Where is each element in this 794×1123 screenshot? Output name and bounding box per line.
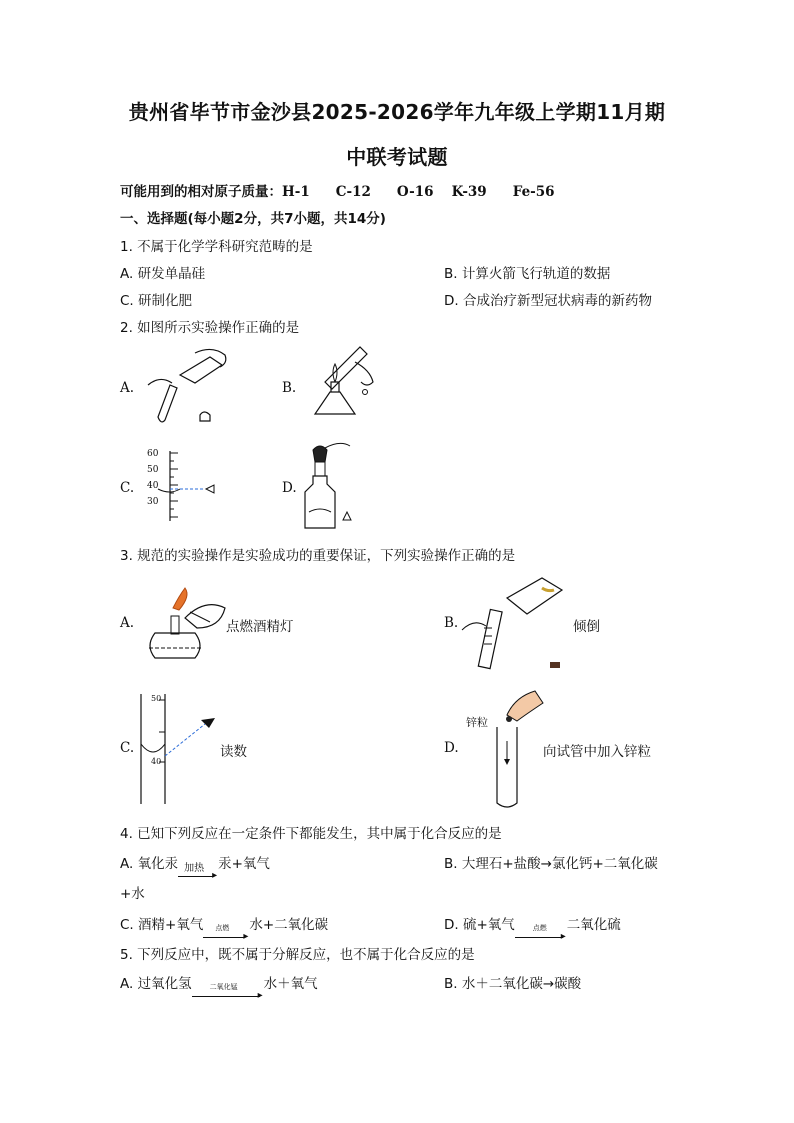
q3-option-a-label: A. bbox=[120, 615, 135, 631]
q2-tick-30: 30 bbox=[147, 497, 159, 507]
q5-stem: 5. 下列反应中，既不属于分解反应，也不属于化合反应的是 bbox=[120, 947, 475, 963]
q3-tick-40: 40 bbox=[151, 757, 162, 766]
q3-option-c-label: C. bbox=[120, 740, 135, 756]
q5-a-products: 水＋氧气 bbox=[263, 976, 318, 992]
q4-a-reactants: A. 氧化汞 bbox=[120, 856, 179, 872]
atomic-mass-line bbox=[120, 180, 555, 200]
atomic-mass-h: H-1 bbox=[282, 184, 310, 200]
q5-a-condition: 二氧化锰 bbox=[209, 983, 238, 991]
q4-c-reactants: C. 酒精+氧气 bbox=[120, 917, 204, 933]
atomic-mass-o: O-16 bbox=[396, 184, 434, 200]
q3-option-d-label: D. bbox=[444, 740, 459, 756]
q5-option-a: A. 过氧化氢 二氧化锰 ▸ 水＋氧气 bbox=[120, 976, 318, 1001]
q4-a-condition: 加热 bbox=[184, 863, 205, 874]
q4-stem: 4. 已知下列反应在一定条件下都能发生，其中属于化合反应的是 bbox=[120, 826, 502, 842]
q2-tick-60: 60 bbox=[147, 449, 159, 459]
atomic-mass-fe: Fe-56 bbox=[512, 184, 555, 200]
q4-d-reactants: D. 硫+氧气 bbox=[444, 917, 515, 933]
q1-option-b: B. 计算火箭飞行轨道的数据 bbox=[444, 266, 611, 282]
q3-option-d-caption: 向试管中加入锌粒 bbox=[543, 744, 651, 760]
q1-option-a: A. 研发单晶硅 bbox=[120, 266, 206, 282]
q4-d-condition: 点燃 bbox=[532, 924, 547, 932]
title-line-1: 贵州省毕节市金沙县2025-2026学年九年级上学期11月期 bbox=[128, 100, 666, 124]
q2-option-c-label: C. bbox=[120, 480, 135, 496]
q4-option-b: B. 大理石+盐酸→氯化钙+二氧化碳 bbox=[444, 856, 658, 872]
q3-figure-a bbox=[135, 578, 230, 668]
atomic-mass-c: C-12 bbox=[335, 184, 371, 200]
q4-c-condition: 点燃 bbox=[215, 924, 230, 932]
q3-zinc-label: 锌粒 bbox=[466, 716, 488, 729]
q3-figure-c bbox=[135, 692, 225, 807]
q4-option-d: D. 硫+氧气 点燃 ▸ 二氧化硫 bbox=[444, 917, 621, 942]
q4-d-products: 二氧化硫 bbox=[566, 917, 621, 933]
q2-figure-b bbox=[295, 342, 395, 432]
q2-figure-d bbox=[295, 440, 385, 535]
q2-scale-ticks bbox=[147, 446, 158, 510]
q2-tick-40: 40 bbox=[147, 481, 159, 491]
q2-figure-a bbox=[140, 345, 240, 430]
q2-option-b-label: B. bbox=[282, 380, 297, 396]
atomic-mass-k: K-39 bbox=[451, 184, 487, 200]
section-heading: 一、选择题(每小题2分，共7小题，共14分) bbox=[120, 211, 386, 227]
q1-option-c: C. 研制化肥 bbox=[120, 293, 193, 309]
q3-option-b-caption: 倾倒 bbox=[573, 619, 600, 635]
q3-option-b-label: B. bbox=[444, 615, 459, 631]
q2-tick-50: 50 bbox=[147, 465, 159, 475]
q5-a-reactants: A. 过氧化氢 bbox=[120, 976, 192, 992]
q4-a-products: 汞+氧气 bbox=[218, 856, 270, 872]
q1-option-d: D. 合成治疗新型冠状病毒的新药物 bbox=[444, 293, 652, 309]
q4-option-b-continued: +水 bbox=[120, 886, 145, 902]
q5-option-b: B. 水＋二氧化碳→碳酸 bbox=[444, 976, 582, 992]
q3-option-c-caption: 读数 bbox=[220, 744, 247, 760]
q3-option-a-caption: 点燃酒精灯 bbox=[226, 619, 294, 635]
q3-stem: 3. 规范的实验操作是实验成功的重要保证，下列实验操作正确的是 bbox=[120, 548, 516, 564]
title-line-2: 中联考试题 bbox=[346, 145, 448, 169]
q2-option-a-label: A. bbox=[120, 380, 135, 396]
q4-option-c: C. 酒精+氧气 点燃 ▸ 水+二氧化碳 bbox=[120, 917, 329, 942]
q4-c-products: 水+二氧化碳 bbox=[249, 917, 329, 933]
atomic-mass-label: 可能用到的相对原子质量： bbox=[120, 184, 282, 200]
q1-stem: 1. 不属于化学学科研究范畴的是 bbox=[120, 239, 313, 255]
q3-figure-b bbox=[462, 570, 572, 670]
q3-tick-50: 50 bbox=[151, 694, 162, 703]
q4-option-a: A. 氧化汞 加热 ▸ 汞+氧气 bbox=[120, 856, 270, 881]
q2-option-d-label: D. bbox=[282, 480, 297, 496]
q2-stem: 2. 如图所示实验操作正确的是 bbox=[120, 320, 300, 336]
